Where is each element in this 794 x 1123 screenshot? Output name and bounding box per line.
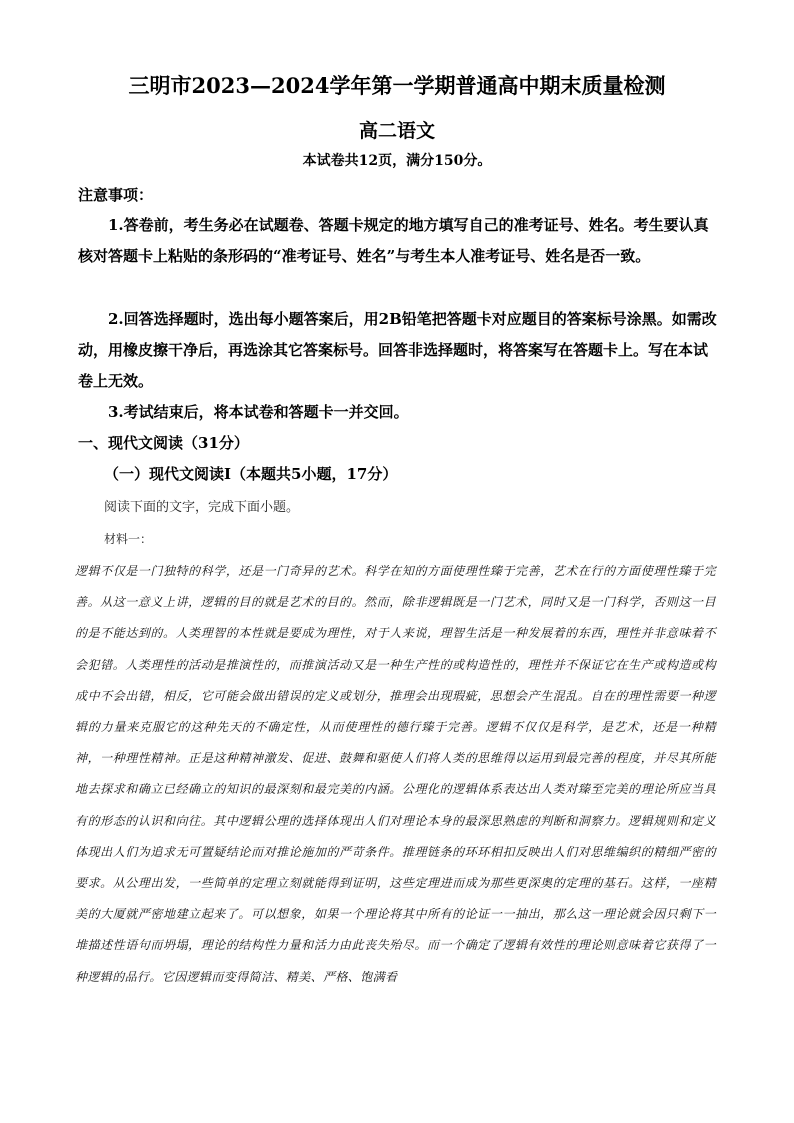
- notice-item-1: 1.答卷前，考生务必在试题卷、答题卡规定的地方填写自己的准考证号、姓名。考生要认真核对答题卡上粘贴的条形码的“准考证号、姓名”与考生本人准考证号、姓名是否一致。: [78, 216, 709, 265]
- notice-heading: 注意事项：: [78, 186, 154, 204]
- subject-title: 高二语文: [358, 120, 435, 142]
- reading-instruction: 阅读下面的文字，完成下面小题。: [104, 500, 300, 515]
- material-label: 材料一：: [104, 532, 153, 546]
- section-subtitle: （一）现代文阅读Ⅰ（本题共5小题，17分）: [104, 465, 398, 483]
- reading-passage: 逻辑不仅是一门独特的科学，还是一门奇异的艺术。科学在知的方面使理性臻于完善，艺术在行的方面使理性臻于完善。从这一意义上讲，逻辑的目的就是艺术的目的。然而，除非逻辑既是一门艺术，同时又是一门科学，否则这一目的是不能达到的。人类理智的本性就是要成为理性，对于人来说，理智生活是一种发展着的东西，理性并非意味着不会犯错。人类理性的活动是推演性的，而推演活动又是一种生产性的或构造性的，理性并不保证它在生产或构造或构成中不会出错，相反，它可能会做出错误的定义或划分，推理会出现瑕疵，思想会产生混乱。自在的理性需要一种逻辑的力量来克服它的这种先天的不确定性，从而使理性的德行臻于完善。逻辑不仅仅是科学，是艺术，还是一种精神，一种理性精神。正是这种精神激发、促进、鼓舞和驱使人们将人类的思维得以运用到最完善的程度，并尽其所能地去探求和确立已经确立的知识的最深刻和最完美的内涵。公理化的逻辑体系表达出人类对臻至完美的理论所应当具有的形态的认识和向往。其中逻辑公理的选择体现出人们对理论本身的最深思熟虑的判断和洞察力。逻辑规则和定义体现出人们为追求无可置疑结论而对推论施加的严苛条件。推理链条的环环相扣反映出人们对思维编织的精细严密的要求。从公理出发，一些简单的定理立刻就能得到证明，这些定理进而成为那些更深奥的定理的基石。这样，一座精美的大厦就严密地建立起来了。可以想象，如果一个理论将其中所有的论证一一抽出，那么这一理论就会因只剩下一堆描述性语句而坍塌，理论的结构性力量和活力由此丧失殆尽。而一个确定了逻辑有效性的理论则意味着它获得了一种逻辑的品行。它因逻辑而变得简洁、精美、严格、饱满看: [75, 564, 716, 984]
- notice-item-2: 2.回答选择题时，选出每小题答案后，用2B铅笔把答题卡对应题目的答案标号涂黑。如需改动，用橡皮擦干净后，再选涂其它答案标号。回答非选择题时，将答案写在答题卡上。写在本试卷上无效。: [78, 310, 717, 390]
- exam-title: 三明市2023—2024学年第一学期普通高中期末质量检测: [128, 73, 666, 98]
- page-info: 本试卷共12页，满分150分。: [302, 153, 492, 169]
- notice-item-3: 3.考试结束后，将本试卷和答题卡一并交回。: [108, 403, 409, 421]
- section-title: 一、现代文阅读（31分）: [78, 434, 249, 452]
